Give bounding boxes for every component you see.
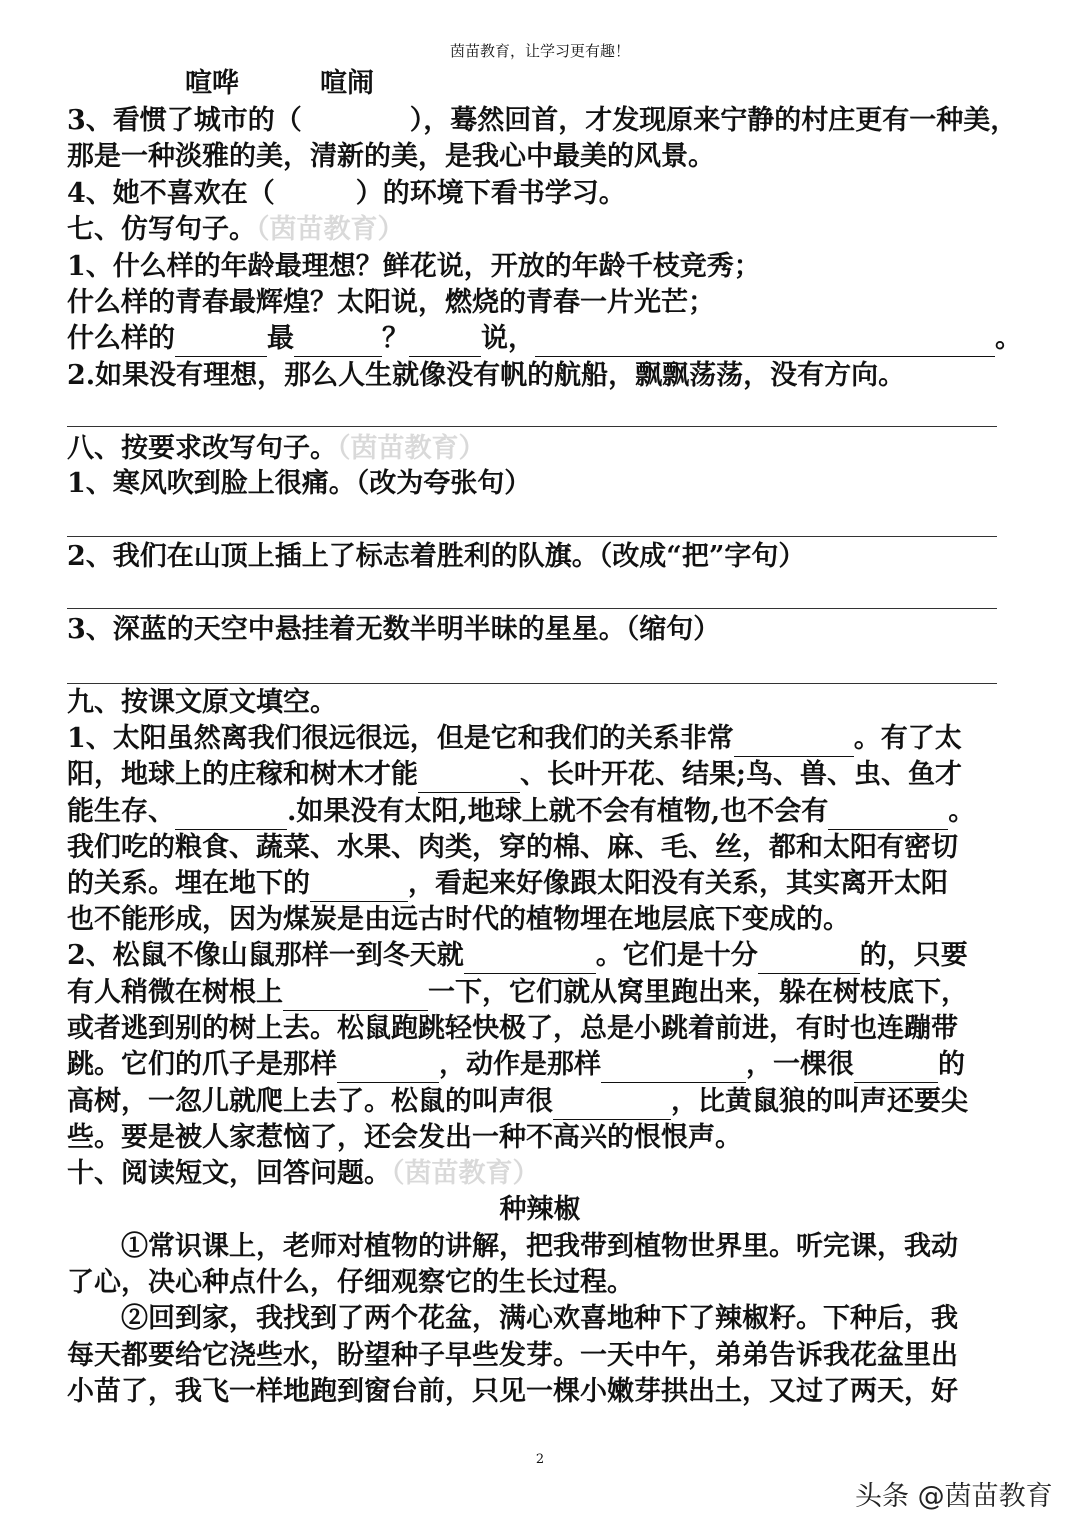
answer-line [67,426,997,427]
question-6-3-line1: 3、看惯了城市的（ ），蓦然回首，才发现原来宁静的村庄更有一种美， [67,105,1018,136]
section-8-q2: 2、我们在山顶上插上了标志着胜利的队旗。（改成“把”字句） [67,541,806,572]
blank [464,945,596,974]
paragraph-2-line1: ②回到家，我找到了两个花盆，满心欢喜地种下了辣椒籽。下种后，我 [121,1303,958,1334]
section-9-q1-line5: 的关系。埋在地下的 ，看起来好像跟太阳没有关系，其实离开太阳 [67,866,948,902]
section-9-q1-line3: 能生存、 .如果没有太阳,地球上就不会有植物,也不会有 。 [67,794,975,830]
watermark: （茵苗教育） [391,1158,540,1189]
blank [418,764,520,793]
passage-title: 种辣椒 [499,1194,581,1225]
question-6-3-line2: 那是一种淡雅的美，清新的美，是我心中最美的风景。 [67,141,715,172]
blank [283,982,428,1011]
blank [409,328,481,357]
paragraph-1-line1: ①常识课上，老师对植物的讲解，把我带到植物世界里。听完课，我动 [121,1231,958,1262]
section-10-heading: 十、阅读短文，回答问题。（茵苗教育） [67,1158,540,1189]
page-header: 茵苗教育，让学习更有趣！ [449,42,630,60]
section-9-q2-line3: 或者逃到别的树上去。松鼠跑跳轻快极了，总是小跳着前进，有时也连蹦带 [67,1013,958,1044]
blank [310,873,408,902]
section-9-heading: 九、按课文原文填空。 [67,687,337,718]
blank [535,328,995,357]
section-8-heading: 八、按要求改写句子。（茵苗教育） [67,433,486,464]
section-7-q1-line2: 什么样的青春最辉煌？太阳说，燃烧的青春一片光芒； [67,287,715,318]
blank [337,1054,439,1083]
blank [601,1054,746,1083]
answer-line [67,608,997,609]
section-7-heading: 七、仿写句子。（茵苗教育） [67,214,405,245]
section-8-q1: 1、寒风吹到脸上很痛。（改为夸张句） [67,468,532,499]
watermark: （茵苗教育） [337,433,486,464]
paragraph-2-line2: 每天都要给它浇些水，盼望种子早些发芽。一天中午，弟弟告诉我花盆里出 [67,1340,958,1371]
watermark: （茵苗教育） [256,214,405,245]
answer-line [67,683,997,684]
blank [175,801,287,830]
answer-line [67,536,997,537]
paragraph-2-line3: 小苗了，我飞一样地跑到窗台前，只见一棵小嫩芽拱出土，又过了两天，好 [67,1376,958,1407]
section-7-q1-line3: 什么样的 最 ？ 说， 。 [67,321,1022,357]
section-7-q2: 2.如果没有理想，那么人生就像没有帆的航船，飘飘荡荡，没有方向。 [67,360,906,391]
section-9-q1-line1: 1、太阳虽然离我们很远很远，但是它和我们的关系非常 。有了太 [67,721,962,757]
blank [758,945,860,974]
section-7-q1-line1: 1、什么样的年龄最理想？鲜花说，开放的年龄千枝竞秀； [67,251,761,282]
page-number: 2 [535,1452,545,1467]
question-6-4: 4、她不喜欢在（ ）的环境下看书学习。 [67,178,626,209]
section-8-q3: 3、深蓝的天空中悬挂着无数半明半昧的星星。（缩句） [67,614,721,645]
blank [294,328,382,357]
blank [553,1091,671,1120]
section-9-q1-line2: 阳，地球上的庄稼和树木才能 、长叶开花、结果;鸟、兽、虫、鱼才 [67,757,962,793]
blank [175,328,267,357]
paragraph-1-line2: 了心，决心种点什么，仔细观察它的生长过程。 [67,1267,634,1298]
blank [828,801,948,830]
blank [854,1054,938,1083]
section-9-q2-line6: 些。要是被人家惹恼了，还会发出一种不高兴的恨恨声。 [67,1122,742,1153]
section-9-q2-line4: 跳。它们的爪子是那样 ，动作是那样 ，一棵很 的 [67,1047,965,1083]
word-options: 喧哗 喧闹 [185,68,374,99]
blank [734,728,854,757]
section-9-q2-line2: 有人稍微在树根上 一下，它们就从窝里跑出来，躲在树枝底下， [67,975,968,1011]
section-9-q2-line1: 2、松鼠不像山鼠那样一到冬天就 。它们是十分 的，只要 [67,938,968,974]
brand-watermark: 头条 @茵苗教育 [855,1481,1053,1512]
section-9-q1-line4: 我们吃的粮食、蔬菜、水果、肉类，穿的棉、麻、毛、丝，都和太阳有密切 [67,832,958,863]
section-9-q1-line6: 也不能形成，因为煤炭是由远古时代的植物埋在地层底下变成的。 [67,904,850,935]
section-9-q2-line5: 高树，一忽儿就爬上去了。松鼠的叫声很 ，比黄鼠狼的叫声还要尖 [67,1084,968,1120]
